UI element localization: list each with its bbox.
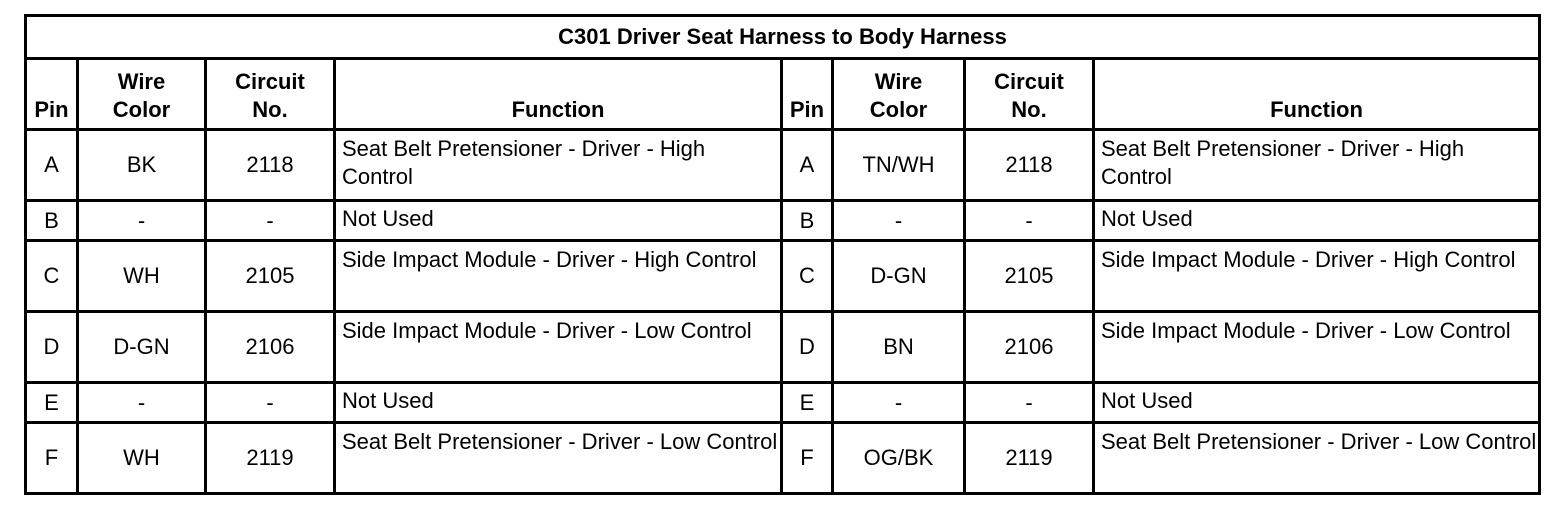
pin-cell: B (782, 201, 833, 241)
function-cell: Seat Belt Pretensioner - Driver - High Control (1094, 130, 1540, 201)
circuit-no-cell: - (206, 201, 335, 241)
pin-cell: A (26, 130, 78, 201)
header-wire-line1: Wire (117, 69, 166, 94)
pin-cell: D (782, 312, 833, 383)
connector-pinout-table (24, 14, 1541, 495)
pin-cell: F (26, 423, 78, 494)
function-cell: Not Used (335, 201, 782, 241)
header-wire-color-right (833, 59, 965, 130)
wire-color-cell: - (833, 383, 965, 423)
circuit-no-cell: 2105 (965, 241, 1094, 312)
function-cell: Side Impact Module - Driver - Low Control (335, 312, 782, 383)
function-cell: Not Used (1094, 201, 1540, 241)
function-cell: Side Impact Module - Driver - High Control (1094, 241, 1540, 312)
table-row (26, 312, 1540, 383)
pin-cell: A (782, 130, 833, 201)
function-cell: Not Used (1094, 383, 1540, 423)
header-function-right: Function (1094, 59, 1540, 130)
function-cell: Seat Belt Pretensioner - Driver - Low Control (1094, 423, 1540, 494)
wire-color-cell: D-GN (833, 241, 965, 312)
wire-color-cell: - (78, 383, 206, 423)
function-cell: Seat Belt Pretensioner - Driver - High Control (335, 130, 782, 201)
wire-color-cell: WH (78, 241, 206, 312)
header-circuit-line1: Circuit (994, 69, 1064, 94)
circuit-no-cell: - (965, 201, 1094, 241)
pin-cell: C (782, 241, 833, 312)
circuit-no-cell: 2119 (206, 423, 335, 494)
circuit-no-cell: 2118 (206, 130, 335, 201)
circuit-no-cell: 2119 (965, 423, 1094, 494)
pin-cell: B (26, 201, 78, 241)
wire-color-cell: WH (78, 423, 206, 494)
table-row (26, 201, 1540, 241)
header-wire-line2: Color (112, 97, 171, 122)
pin-cell: F (782, 423, 833, 494)
header-wire-color-left (78, 59, 206, 130)
connector-table-sheet (24, 14, 1538, 495)
circuit-no-cell: 2105 (206, 241, 335, 312)
header-circuit-line1: Circuit (235, 69, 305, 94)
wire-color-cell: D-GN (78, 312, 206, 383)
header-function-left: Function (335, 59, 782, 130)
circuit-no-cell: - (206, 383, 335, 423)
function-cell: Side Impact Module - Driver - High Control (335, 241, 782, 312)
function-cell: Side Impact Module - Driver - Low Control (1094, 312, 1540, 383)
table-row (26, 383, 1540, 423)
circuit-no-cell: 2106 (206, 312, 335, 383)
header-wire-line2: Color (869, 97, 928, 122)
header-wire-line1: Wire (874, 69, 923, 94)
circuit-no-cell: 2106 (965, 312, 1094, 383)
table-row (26, 130, 1540, 201)
header-circuit-no-left (206, 59, 335, 130)
wire-color-cell: TN/WH (833, 130, 965, 201)
table-row (26, 423, 1540, 494)
wire-color-cell: OG/BK (833, 423, 965, 494)
pin-cell: E (26, 383, 78, 423)
circuit-no-cell: - (965, 383, 1094, 423)
pin-cell: C (26, 241, 78, 312)
pin-cell: D (26, 312, 78, 383)
wire-color-cell: BN (833, 312, 965, 383)
wire-color-cell: - (78, 201, 206, 241)
wire-color-cell: BK (78, 130, 206, 201)
circuit-no-cell: 2118 (965, 130, 1094, 201)
header-circuit-line2: No. (1011, 97, 1047, 122)
header-pin-right: Pin (782, 59, 833, 130)
wire-color-cell: - (833, 201, 965, 241)
header-row (26, 59, 1540, 130)
header-pin-left: Pin (26, 59, 78, 130)
header-circuit-line2: No. (252, 97, 288, 122)
table-title: C301 Driver Seat Harness to Body Harness (26, 16, 1540, 59)
function-cell: Not Used (335, 383, 782, 423)
header-circuit-no-right (965, 59, 1094, 130)
function-cell: Seat Belt Pretensioner - Driver - Low Control (335, 423, 782, 494)
table-row (26, 241, 1540, 312)
pin-cell: E (782, 383, 833, 423)
